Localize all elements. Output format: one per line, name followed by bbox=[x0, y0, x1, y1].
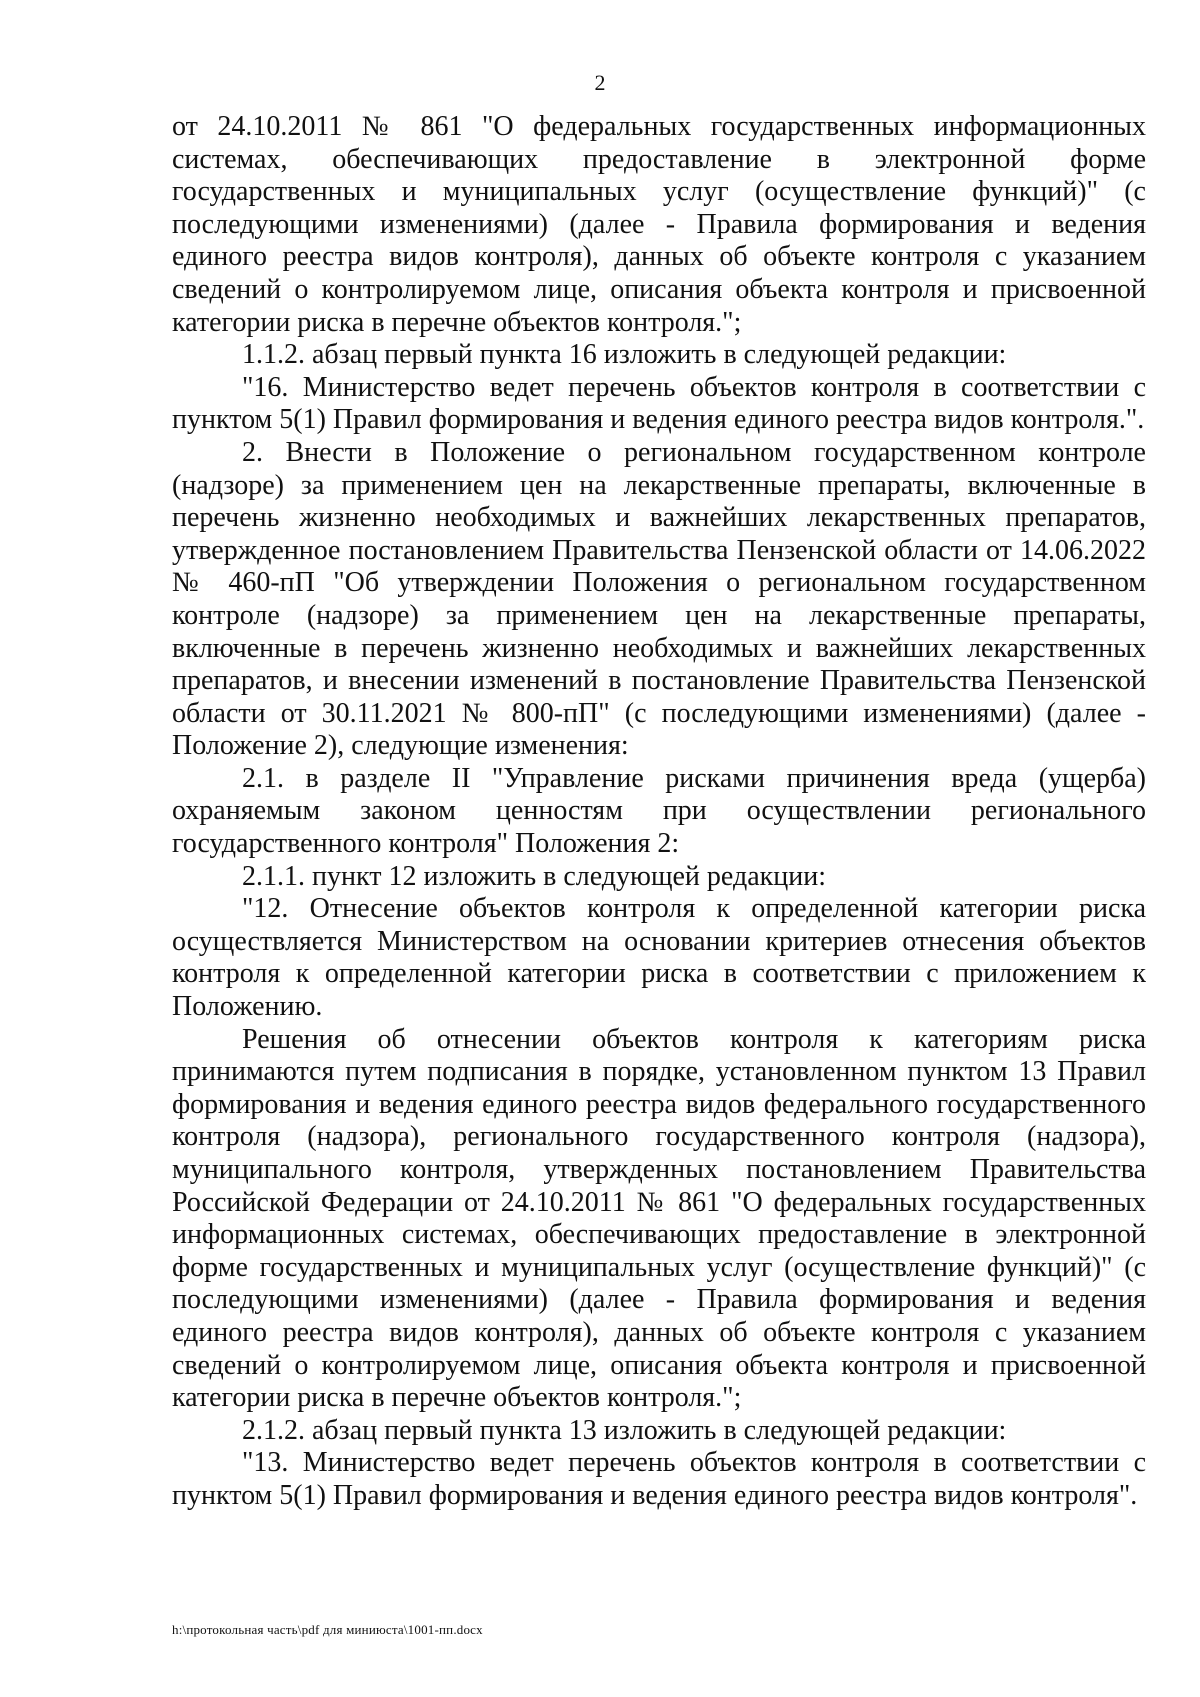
paragraph: 1.1.2. абзац первый пункта 16 изложить в следующей редакции: bbox=[242, 339, 1007, 371]
paragraph: 2. Внести в Положение о региональном государственном контроле (надзоре) за применением цен на лекарственные препараты, включенные в перечень жизненно необходимых и важнейших лекарственных препаратов, утвержденное постановлением Правительства Пензенской области от 14.06.2022 № 460-пП "Об утверждении Положения о региональном государственном контроле (надзоре) за применением цен на лекарственные препараты, включенные в перечень жизненно необходимых и важнейших лекарственных препаратов, и внесении изменений в постановление Правительства Пензенской области от 30.11.2021 № 800-пП" (с последующими изменениями) (далее - Положение 2), следующие изменения: bbox=[172, 436, 1146, 762]
paragraph: "16. Министерство ведет перечень объектов контроля в соответствии с пунктом 5(1) Правил формирования и ведения единого реестра видов контроля.". bbox=[172, 371, 1146, 436]
paragraph: 2.1.1. пункт 12 изложить в следующей редакции: bbox=[242, 860, 826, 892]
file-path-footer: h:\протокольная часть\pdf для миниюста\1001-пп.docx bbox=[172, 1622, 483, 1637]
paragraph: 2.1. в разделе II "Управление рисками причинения вреда (ущерба) охраняемым законом ценностям при осуществлении регионального государственного контроля" Положения 2: bbox=[172, 762, 1146, 860]
page-number: 2 bbox=[594, 70, 606, 95]
paragraph: Решения об отнесении объектов контроля к категориям риска принимаются путем подписания в порядке, установленном пунктом 13 Правил формирования и ведения единого реестра видов федерального государственного контроля (надзора), регионального государственного контроля (надзора), муниципального контроля, утвержденных постановлением Правительства Российской Федерации от 24.10.2011 № 861 "О федеральных государственных информационных системах, обеспечивающих предоставление в электронной форме государственных и муниципальных услуг (осуществление функций)" (с последующими изменениями) (далее - Правила формирования и ведения единого реестра видов контроля), данных об объекте контроля с указанием сведений о контролируемом лице, описания объекта контроля и присвоенной категории риска в перечне объектов контроля."; bbox=[172, 1023, 1146, 1414]
document-body bbox=[172, 111, 1146, 1513]
paragraph: "12. Отнесение объектов контроля к определенной категории риска осуществляется Министерством на основании критериев отнесения объектов контроля к определенной категории риска в соответствии с приложением к Положению. bbox=[172, 893, 1146, 1023]
paragraph: от 24.10.2011 № 861 "О федеральных государственных информационных системах, обеспечивающих предоставление в электронной форме государственных и муниципальных услуг (осуществление функций)" (с последующими изменениями) (далее - Правила формирования и ведения единого реестра видов контроля), данных об объекте контроля с указанием сведений о контролируемом лице, описания объекта контроля и присвоенной категории риска в перечне объектов контроля."; bbox=[172, 111, 1146, 338]
paragraph: 2.1.2. абзац первый пункта 13 изложить в следующей редакции: bbox=[242, 1414, 1007, 1446]
paragraph: "13. Министерство ведет перечень объектов контроля в соответствии с пунктом 5(1) Правил формирования и ведения единого реестра видов контроля". bbox=[172, 1447, 1146, 1511]
